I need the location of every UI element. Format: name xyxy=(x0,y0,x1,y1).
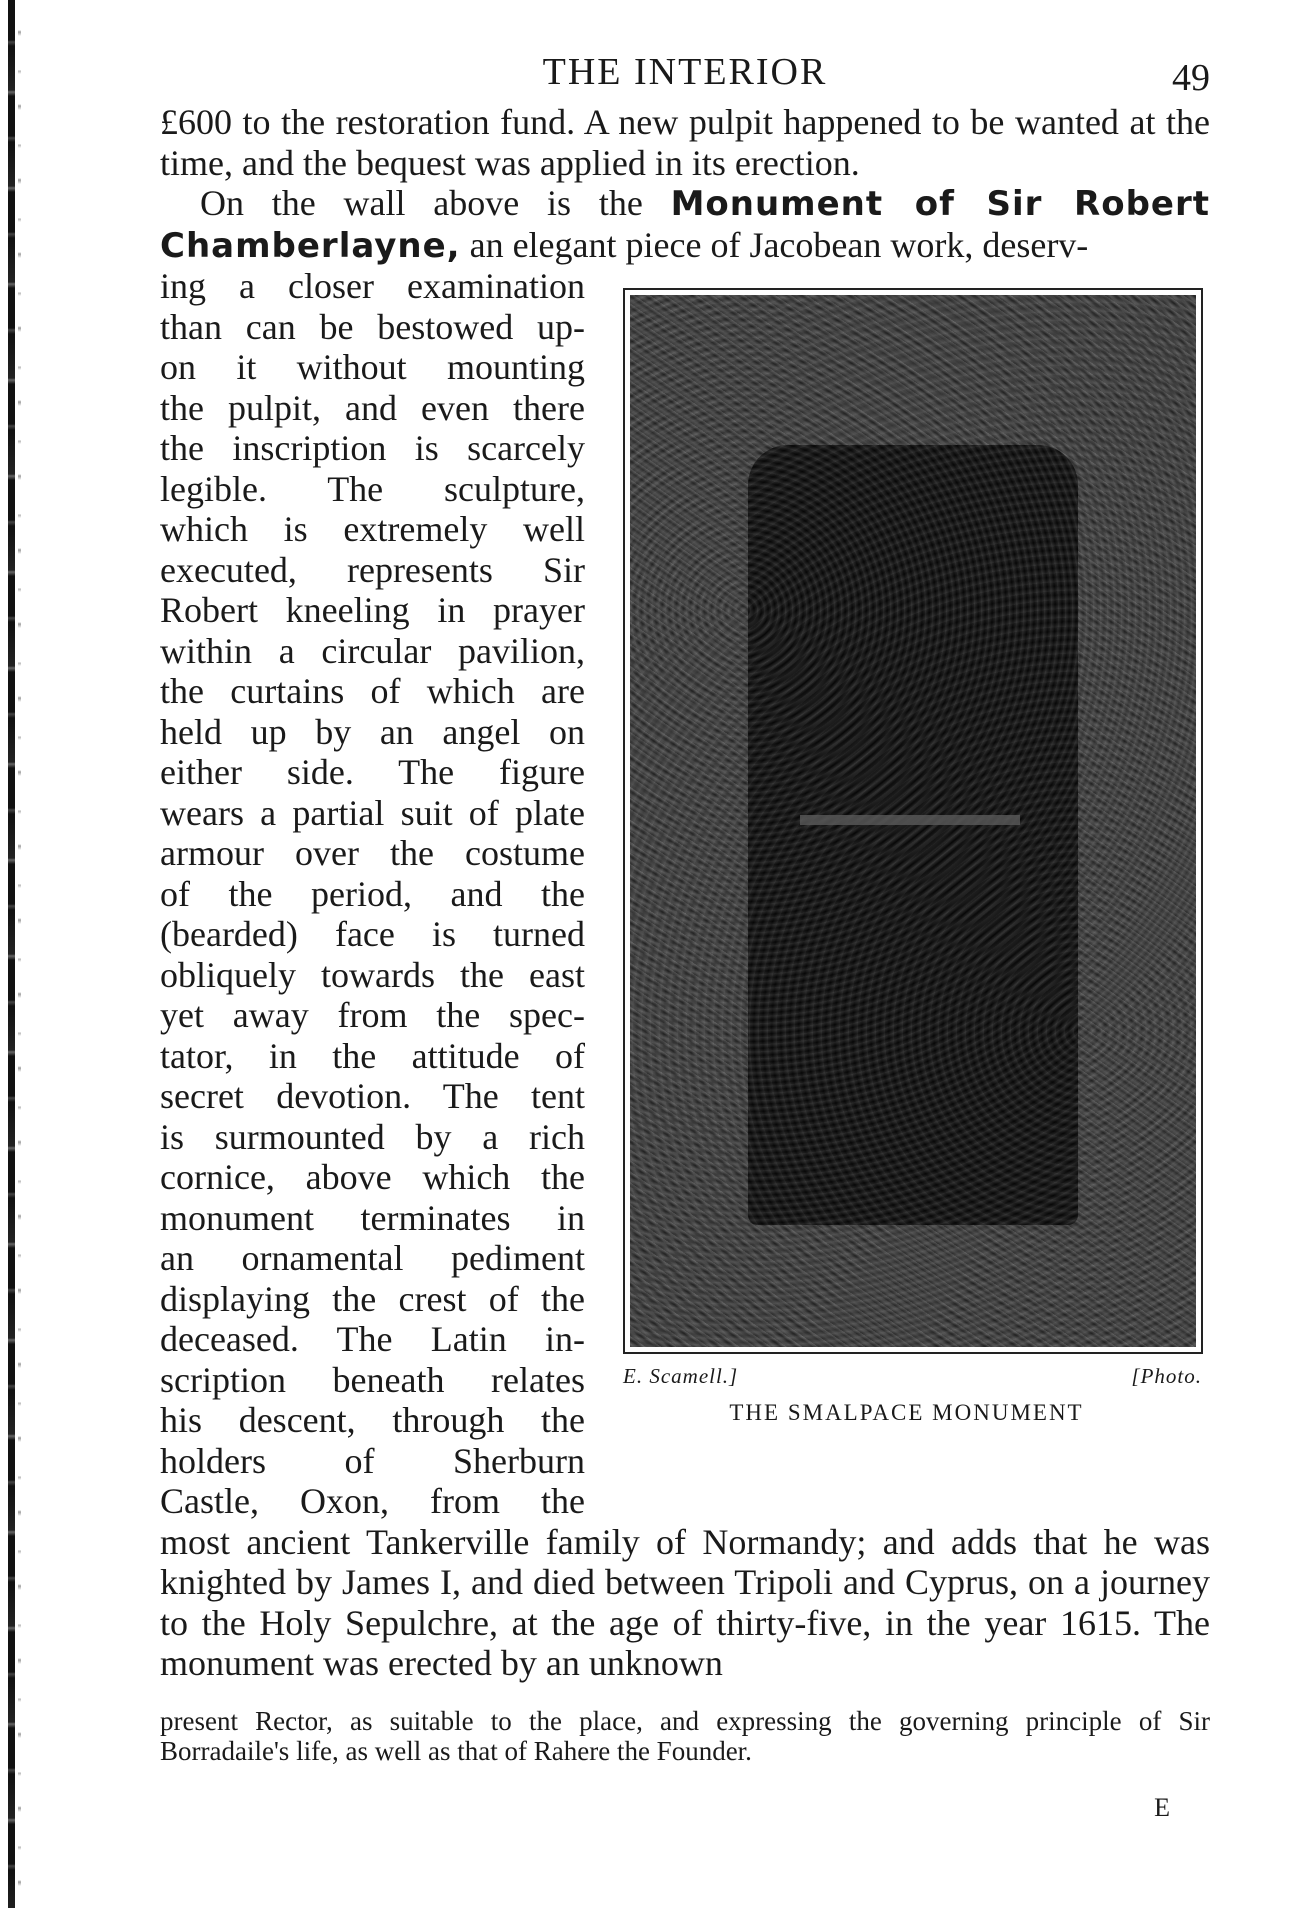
narrow-column-line: legible. The sculpture, xyxy=(160,468,585,509)
figure-caption: THE SMALPACE MONUMENT xyxy=(729,1400,1084,1425)
narrow-column-line: the curtains of which are xyxy=(160,671,585,711)
monument-photo xyxy=(630,295,1196,1347)
narrow-column-line: Robert kneeling in prayer xyxy=(160,590,585,630)
narrow-column-line: deceased. The Latin in- xyxy=(160,1319,585,1359)
photo-texture xyxy=(630,295,1196,1347)
narrow-column-line: his descent, through the xyxy=(160,1400,585,1440)
narrow-column-line: the inscription is scarcely xyxy=(160,428,585,468)
narrow-column-line: is surmounted by a rich xyxy=(160,1116,585,1157)
narrow-column-line: (bearded) face is turned xyxy=(160,914,585,954)
narrow-column-line: displaying the crest of the xyxy=(160,1278,585,1319)
page-number: 49 xyxy=(1172,57,1210,99)
monument-figure xyxy=(623,288,1210,1426)
paragraph-restoration-fund: £600 to the restoration fund. A new pulpit happened to be wanted at the time, and the bequest was applied in its erection. xyxy=(160,102,1210,183)
photo-credits xyxy=(623,1364,1210,1394)
narrow-column-line: than can be bestowed up- xyxy=(160,306,585,347)
narrow-column-line: cornice, above which the xyxy=(160,1157,585,1197)
running-title: THE INTERIOR xyxy=(542,51,828,93)
binding-edge xyxy=(8,0,15,1908)
narrow-column-line: either side. The figure xyxy=(160,752,585,792)
narrow-column-line: armour over the costume xyxy=(160,833,585,873)
photo-credit-label: [Photo. xyxy=(1131,1364,1202,1388)
narrow-column-line: executed, represents Sir xyxy=(160,549,585,590)
photo-frame xyxy=(623,288,1203,1354)
narrow-column-line: which is extremely well xyxy=(160,509,585,549)
narrow-column-line: monument terminates in xyxy=(160,1197,585,1238)
narrow-column-line: obliquely towards the east xyxy=(160,954,585,995)
footnote: present Rector, as suitable to the place, and expressing the governing principle of Sir Borradaile's life, as well as that of Rahere the Founder. xyxy=(160,1705,1210,1766)
narrow-column-line: the pulpit, and even there xyxy=(160,387,585,428)
binding-edge-shadow xyxy=(18,0,21,1908)
paragraph-monument-intro xyxy=(160,183,1210,266)
narrow-column-line: yet away from the spec- xyxy=(160,995,585,1035)
monument-heading: Monument of Sir Robert Chamberlayne, xyxy=(160,184,1210,266)
narrow-column-line: holders of Sherburn xyxy=(160,1440,585,1481)
signature-mark: E xyxy=(1154,1792,1170,1822)
narrow-column-line: within a circular pavilion, xyxy=(160,630,585,671)
narrow-column-line: Castle, Oxon, from the xyxy=(160,1481,585,1521)
running-head xyxy=(160,50,1210,102)
wrapped-text-with-figure xyxy=(160,266,1210,1522)
paragraph-monument-lead: On the wall above is the xyxy=(200,183,671,223)
narrow-column-line: an ornamental pediment xyxy=(160,1238,585,1278)
narrow-column-line: tator, in the attitude of xyxy=(160,1035,585,1076)
narrow-text-column xyxy=(160,266,585,1522)
narrow-column-line: secret devotion. The tent xyxy=(160,1076,585,1116)
narrow-column-line: wears a partial suit of plate xyxy=(160,792,585,833)
narrow-column-line: scription beneath relates xyxy=(160,1359,585,1400)
narrow-column-line: held up by an angel on xyxy=(160,711,585,752)
narrow-column-line: ing a closer examination xyxy=(160,266,585,306)
paragraph-monument-rest: an elegant piece of Jacobean work, deserv- xyxy=(460,224,1089,265)
book-page xyxy=(160,50,1210,1823)
paragraph-monument-tail: most ancient Tankerville family of Normandy; and adds that he was knighted by James I, and died between Tripoli and Cyprus, on a journey to the Holy Sepulchre, at the age of thirty-five, in the year 1615. The monument was erected by an unknown xyxy=(160,1521,1210,1683)
photographer-credit: E. Scamell.] xyxy=(623,1364,739,1388)
narrow-column-line: on it without mounting xyxy=(160,347,585,387)
narrow-column-line: of the period, and the xyxy=(160,873,585,914)
